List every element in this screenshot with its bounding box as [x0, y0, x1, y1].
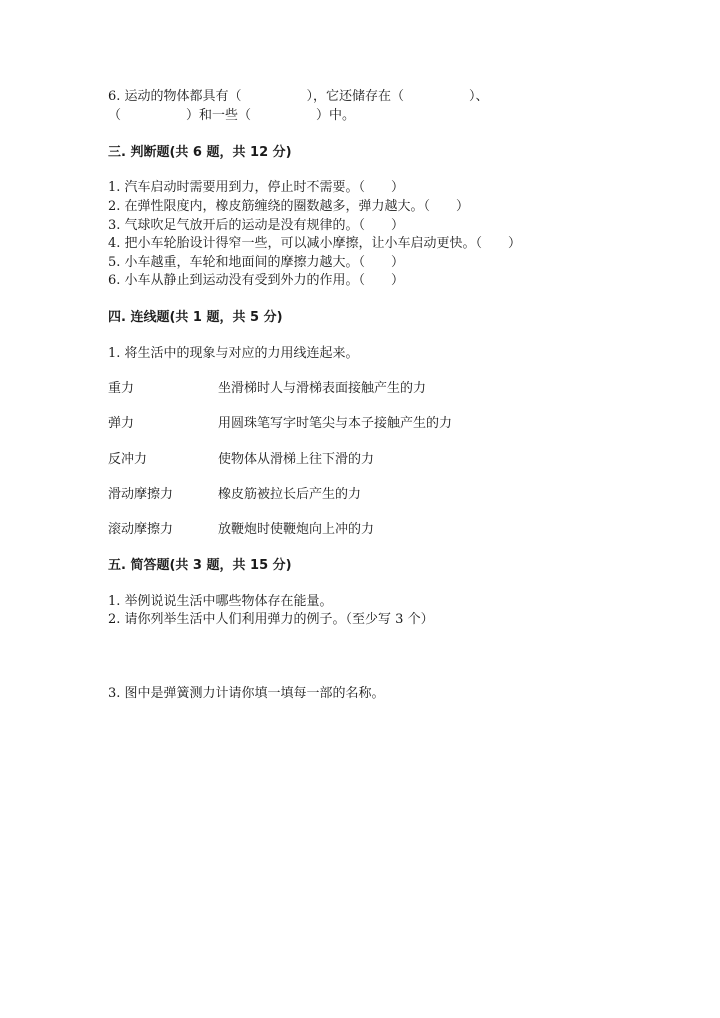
- fill-in-q6-line2: （ ）和一些（ ）中。: [108, 108, 356, 123]
- match-left-5: 滚动摩擦力: [108, 522, 174, 537]
- section4-heading: 四. 连线题(共 1 题，共 5 分): [108, 310, 283, 325]
- match-left-2: 弹力: [108, 416, 135, 431]
- judge-item-5: 5. 小车越重，车轮和地面间的摩擦力越大。（ ）: [108, 255, 405, 270]
- match-right-1: 坐滑梯时人与滑梯表面接触产生的力: [218, 381, 427, 396]
- match-right-5: 放鞭炮时使鞭炮向上冲的力: [218, 522, 375, 537]
- short-answer-q2: 2. 请你列举生活中人们利用弹力的例子。（至少写 3 个）: [108, 612, 434, 627]
- section3-heading: 三. 判断题(共 6 题，共 12 分): [108, 145, 292, 160]
- section5-heading: 五. 简答题(共 3 题，共 15 分): [108, 558, 292, 573]
- match-right-3: 使物体从滑梯上往下滑的力: [218, 452, 375, 467]
- short-answer-q3: 3. 图中是弹簧测力计请你填一填每一部的名称。: [108, 686, 385, 701]
- match-right-4: 橡皮筋被拉长后产生的力: [218, 487, 362, 502]
- judge-item-4: 4. 把小车轮胎设计得窄一些，可以减小摩擦，让小车启动更快。（ ）: [108, 236, 522, 251]
- judge-item-1: 1. 汽车启动时需要用到力，停止时不需要。（ ）: [108, 180, 405, 195]
- fill-in-q6-line1: 6. 运动的物体都具有（ ），它还储存在（ ）、: [108, 89, 489, 104]
- match-left-3: 反冲力: [108, 452, 148, 467]
- matching-prompt: 1. 将生活中的现象与对应的力用线连起来。: [108, 346, 359, 361]
- match-left-1: 重力: [108, 381, 135, 396]
- match-left-4: 滑动摩擦力: [108, 487, 174, 502]
- match-right-2: 用圆珠笔写字时笔尖与本子接触产生的力: [218, 416, 453, 431]
- judge-item-6: 6. 小车从静止到运动没有受到外力的作用。（ ）: [108, 273, 405, 288]
- short-answer-q1: 1. 举例说说生活中哪些物体存在能量。: [108, 594, 333, 609]
- judge-item-2: 2. 在弹性限度内，橡皮筋缠绕的圈数越多，弹力越大。（ ）: [108, 199, 470, 214]
- judge-item-3: 3. 气球吹足气放开后的运动是没有规律的。（ ）: [108, 218, 405, 233]
